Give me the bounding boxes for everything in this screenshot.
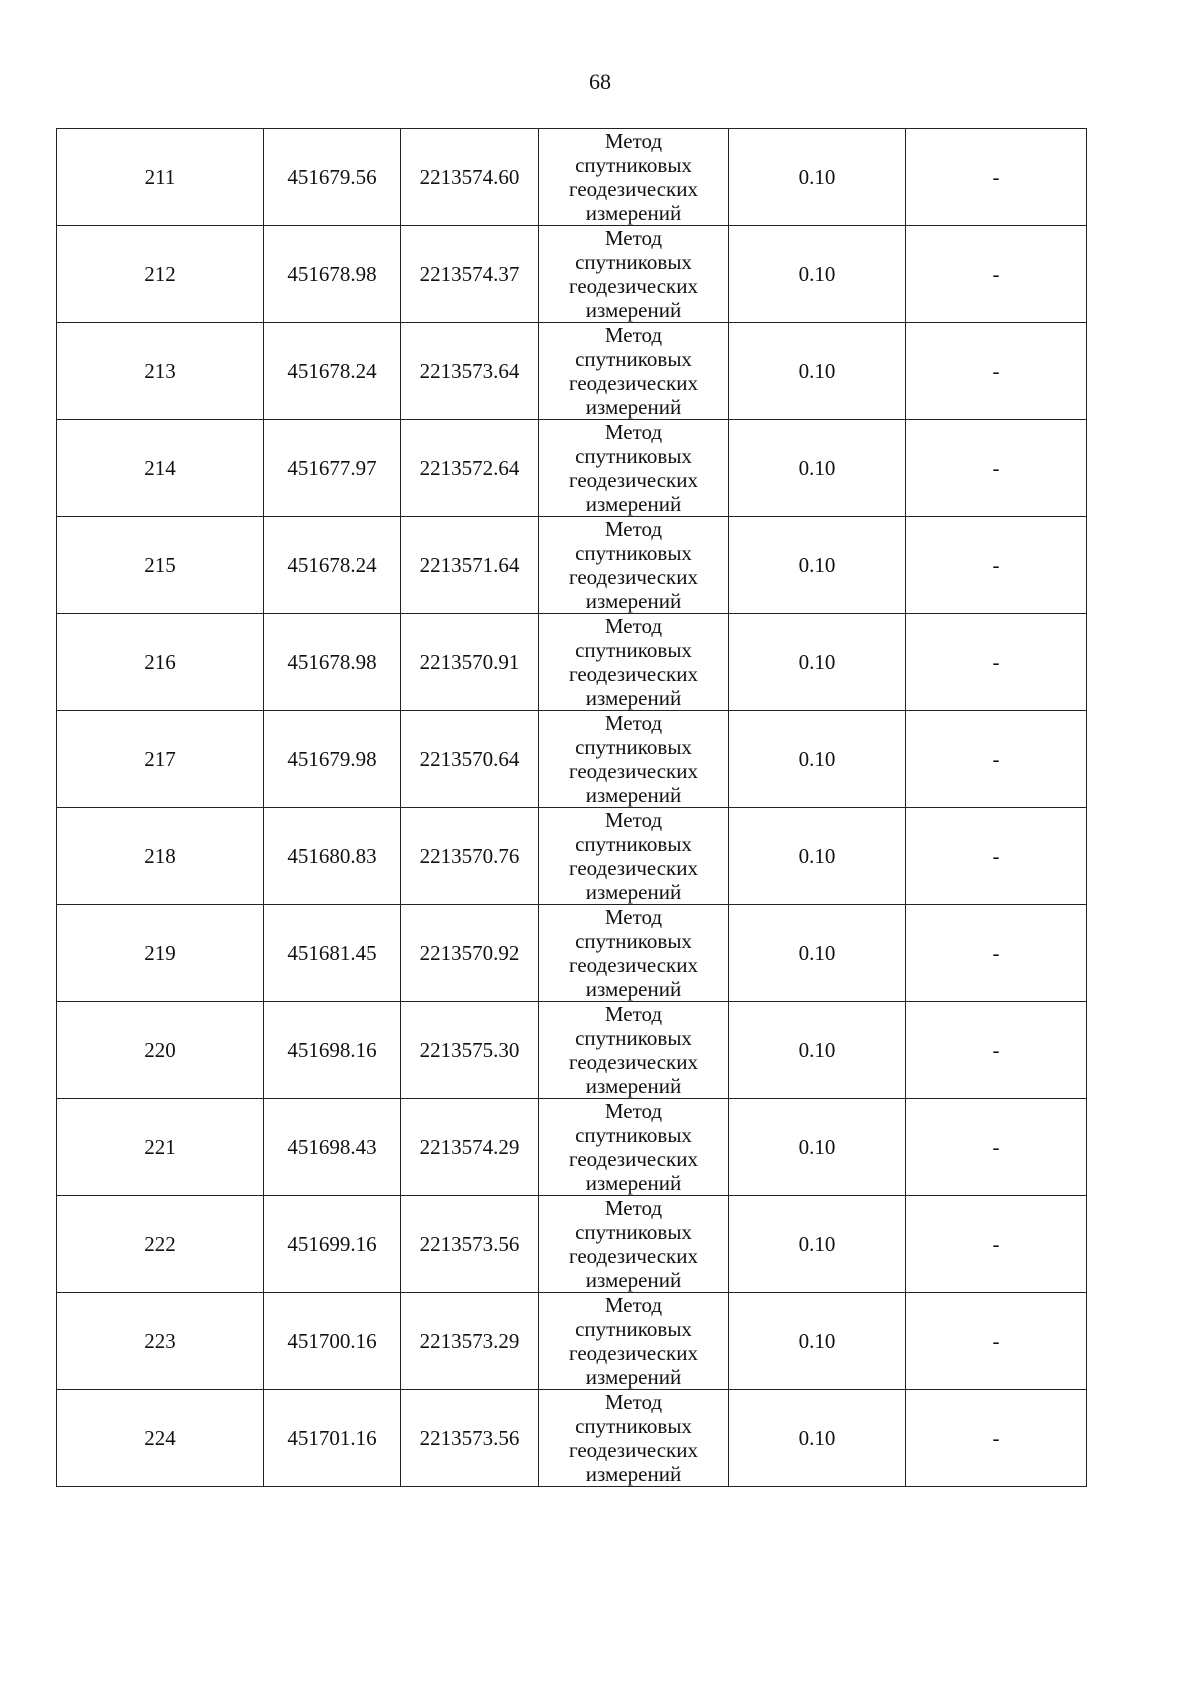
method-line: Метод (604, 1002, 663, 1026)
x-coordinate-cell: 451680.83 (264, 808, 401, 905)
method-line: геодезических (568, 1050, 698, 1074)
method-line: Метод (604, 323, 663, 347)
point-number-cell: 218 (57, 808, 264, 905)
method-line: спутниковых (575, 250, 692, 274)
note-cell: - (906, 711, 1087, 808)
note-cell: - (906, 905, 1087, 1002)
method-line: геодезических (568, 371, 698, 395)
x-coordinate-cell: 451678.24 (264, 323, 401, 420)
method-line: спутниковых (575, 735, 692, 759)
method-cell (539, 323, 729, 420)
note-cell: - (906, 420, 1087, 517)
accuracy-cell: 0.10 (729, 517, 906, 614)
y-coordinate-cell: 2213575.30 (401, 1002, 539, 1099)
method-line: Метод (604, 905, 663, 929)
method-line: измерений (585, 201, 682, 225)
point-number-cell: 222 (57, 1196, 264, 1293)
method-line: измерений (585, 880, 682, 904)
note-cell: - (906, 323, 1087, 420)
method-line: измерений (585, 783, 682, 807)
method-line: геодезических (568, 759, 698, 783)
accuracy-cell: 0.10 (729, 614, 906, 711)
accuracy-cell: 0.10 (729, 808, 906, 905)
x-coordinate-cell: 451701.16 (264, 1390, 401, 1487)
method-line: Метод (604, 1196, 663, 1220)
point-number-cell: 219 (57, 905, 264, 1002)
note-cell: - (906, 129, 1087, 226)
method-line: спутниковых (575, 1220, 692, 1244)
point-number-cell: 215 (57, 517, 264, 614)
y-coordinate-cell: 2213573.64 (401, 323, 539, 420)
table-row (57, 226, 1087, 323)
point-number-cell: 224 (57, 1390, 264, 1487)
y-coordinate-cell: 2213572.64 (401, 420, 539, 517)
method-cell (539, 711, 729, 808)
method-line: геодезических (568, 1147, 698, 1171)
point-number-cell: 213 (57, 323, 264, 420)
method-line: измерений (585, 589, 682, 613)
method-line: спутниковых (575, 541, 692, 565)
table-row (57, 711, 1087, 808)
method-line: Метод (604, 711, 663, 735)
accuracy-cell: 0.10 (729, 1099, 906, 1196)
y-coordinate-cell: 2213574.37 (401, 226, 539, 323)
method-line: спутниковых (575, 1414, 692, 1438)
method-cell (539, 1002, 729, 1099)
x-coordinate-cell: 451681.45 (264, 905, 401, 1002)
x-coordinate-cell: 451698.16 (264, 1002, 401, 1099)
method-line: Метод (604, 1390, 663, 1414)
x-coordinate-cell: 451698.43 (264, 1099, 401, 1196)
note-cell: - (906, 1002, 1087, 1099)
note-cell: - (906, 614, 1087, 711)
method-cell (539, 226, 729, 323)
method-cell (539, 1099, 729, 1196)
accuracy-cell: 0.10 (729, 711, 906, 808)
point-number-cell: 212 (57, 226, 264, 323)
method-line: спутниковых (575, 444, 692, 468)
table-body (57, 129, 1087, 1487)
method-line: измерений (585, 1171, 682, 1195)
method-line: Метод (604, 420, 663, 444)
note-cell: - (906, 808, 1087, 905)
note-cell: - (906, 1390, 1087, 1487)
table-row (57, 1002, 1087, 1099)
point-number-cell: 221 (57, 1099, 264, 1196)
x-coordinate-cell: 451700.16 (264, 1293, 401, 1390)
point-number-cell: 217 (57, 711, 264, 808)
method-line: геодезических (568, 856, 698, 880)
method-line: геодезических (568, 662, 698, 686)
method-cell (539, 420, 729, 517)
method-line: Метод (604, 808, 663, 832)
y-coordinate-cell: 2213570.91 (401, 614, 539, 711)
table-row (57, 1390, 1087, 1487)
table-row (57, 420, 1087, 517)
method-line: геодезических (568, 1244, 698, 1268)
method-line: измерений (585, 1365, 682, 1389)
method-line: измерений (585, 686, 682, 710)
note-cell: - (906, 226, 1087, 323)
method-line: спутниковых (575, 638, 692, 662)
point-number-cell: 220 (57, 1002, 264, 1099)
x-coordinate-cell: 451678.98 (264, 614, 401, 711)
method-line: измерений (585, 977, 682, 1001)
point-number-cell: 214 (57, 420, 264, 517)
point-number-cell: 211 (57, 129, 264, 226)
method-line: измерений (585, 298, 682, 322)
coordinates-table (56, 128, 1087, 1487)
point-number-cell: 216 (57, 614, 264, 711)
note-cell: - (906, 517, 1087, 614)
method-line: измерений (585, 1268, 682, 1292)
note-cell: - (906, 1099, 1087, 1196)
method-line: геодезических (568, 1341, 698, 1365)
method-line: геодезических (568, 565, 698, 589)
method-line: спутниковых (575, 1123, 692, 1147)
accuracy-cell: 0.10 (729, 1196, 906, 1293)
method-line: геодезических (568, 274, 698, 298)
accuracy-cell: 0.10 (729, 1390, 906, 1487)
y-coordinate-cell: 2213571.64 (401, 517, 539, 614)
method-line: геодезических (568, 1438, 698, 1462)
method-line: Метод (604, 226, 663, 250)
x-coordinate-cell: 451677.97 (264, 420, 401, 517)
method-line: геодезических (568, 468, 698, 492)
accuracy-cell: 0.10 (729, 323, 906, 420)
table-row (57, 323, 1087, 420)
method-line: Метод (604, 614, 663, 638)
method-cell (539, 808, 729, 905)
table-row (57, 129, 1087, 226)
accuracy-cell: 0.10 (729, 129, 906, 226)
method-cell (539, 905, 729, 1002)
method-line: спутниковых (575, 832, 692, 856)
page-number: 68 (589, 69, 611, 94)
table-row (57, 905, 1087, 1002)
accuracy-cell: 0.10 (729, 1293, 906, 1390)
accuracy-cell: 0.10 (729, 905, 906, 1002)
method-line: измерений (585, 1462, 682, 1486)
table-row (57, 808, 1087, 905)
table-row (57, 1196, 1087, 1293)
note-cell: - (906, 1196, 1087, 1293)
y-coordinate-cell: 2213573.29 (401, 1293, 539, 1390)
y-coordinate-cell: 2213570.92 (401, 905, 539, 1002)
method-cell (539, 129, 729, 226)
accuracy-cell: 0.10 (729, 1002, 906, 1099)
table-row (57, 1099, 1087, 1196)
method-line: измерений (585, 395, 682, 419)
method-line: Метод (604, 129, 663, 153)
method-line: геодезических (568, 177, 698, 201)
method-line: спутниковых (575, 1026, 692, 1050)
method-line: спутниковых (575, 347, 692, 371)
x-coordinate-cell: 451679.56 (264, 129, 401, 226)
method-cell (539, 1293, 729, 1390)
method-line: спутниковых (575, 929, 692, 953)
method-line: спутниковых (575, 153, 692, 177)
method-line: измерений (585, 492, 682, 516)
method-line: Метод (604, 1099, 663, 1123)
method-line: Метод (604, 517, 663, 541)
y-coordinate-cell: 2213573.56 (401, 1390, 539, 1487)
accuracy-cell: 0.10 (729, 226, 906, 323)
note-cell: - (906, 1293, 1087, 1390)
method-cell (539, 614, 729, 711)
table-row (57, 1293, 1087, 1390)
method-line: спутниковых (575, 1317, 692, 1341)
method-line: геодезических (568, 953, 698, 977)
y-coordinate-cell: 2213570.76 (401, 808, 539, 905)
point-number-cell: 223 (57, 1293, 264, 1390)
y-coordinate-cell: 2213573.56 (401, 1196, 539, 1293)
table-row (57, 517, 1087, 614)
method-cell (539, 1196, 729, 1293)
method-line: измерений (585, 1074, 682, 1098)
x-coordinate-cell: 451679.98 (264, 711, 401, 808)
table-row (57, 614, 1087, 711)
x-coordinate-cell: 451699.16 (264, 1196, 401, 1293)
method-cell (539, 517, 729, 614)
x-coordinate-cell: 451678.98 (264, 226, 401, 323)
y-coordinate-cell: 2213574.29 (401, 1099, 539, 1196)
method-cell (539, 1390, 729, 1487)
x-coordinate-cell: 451678.24 (264, 517, 401, 614)
accuracy-cell: 0.10 (729, 420, 906, 517)
y-coordinate-cell: 2213574.60 (401, 129, 539, 226)
y-coordinate-cell: 2213570.64 (401, 711, 539, 808)
method-line: Метод (604, 1293, 663, 1317)
